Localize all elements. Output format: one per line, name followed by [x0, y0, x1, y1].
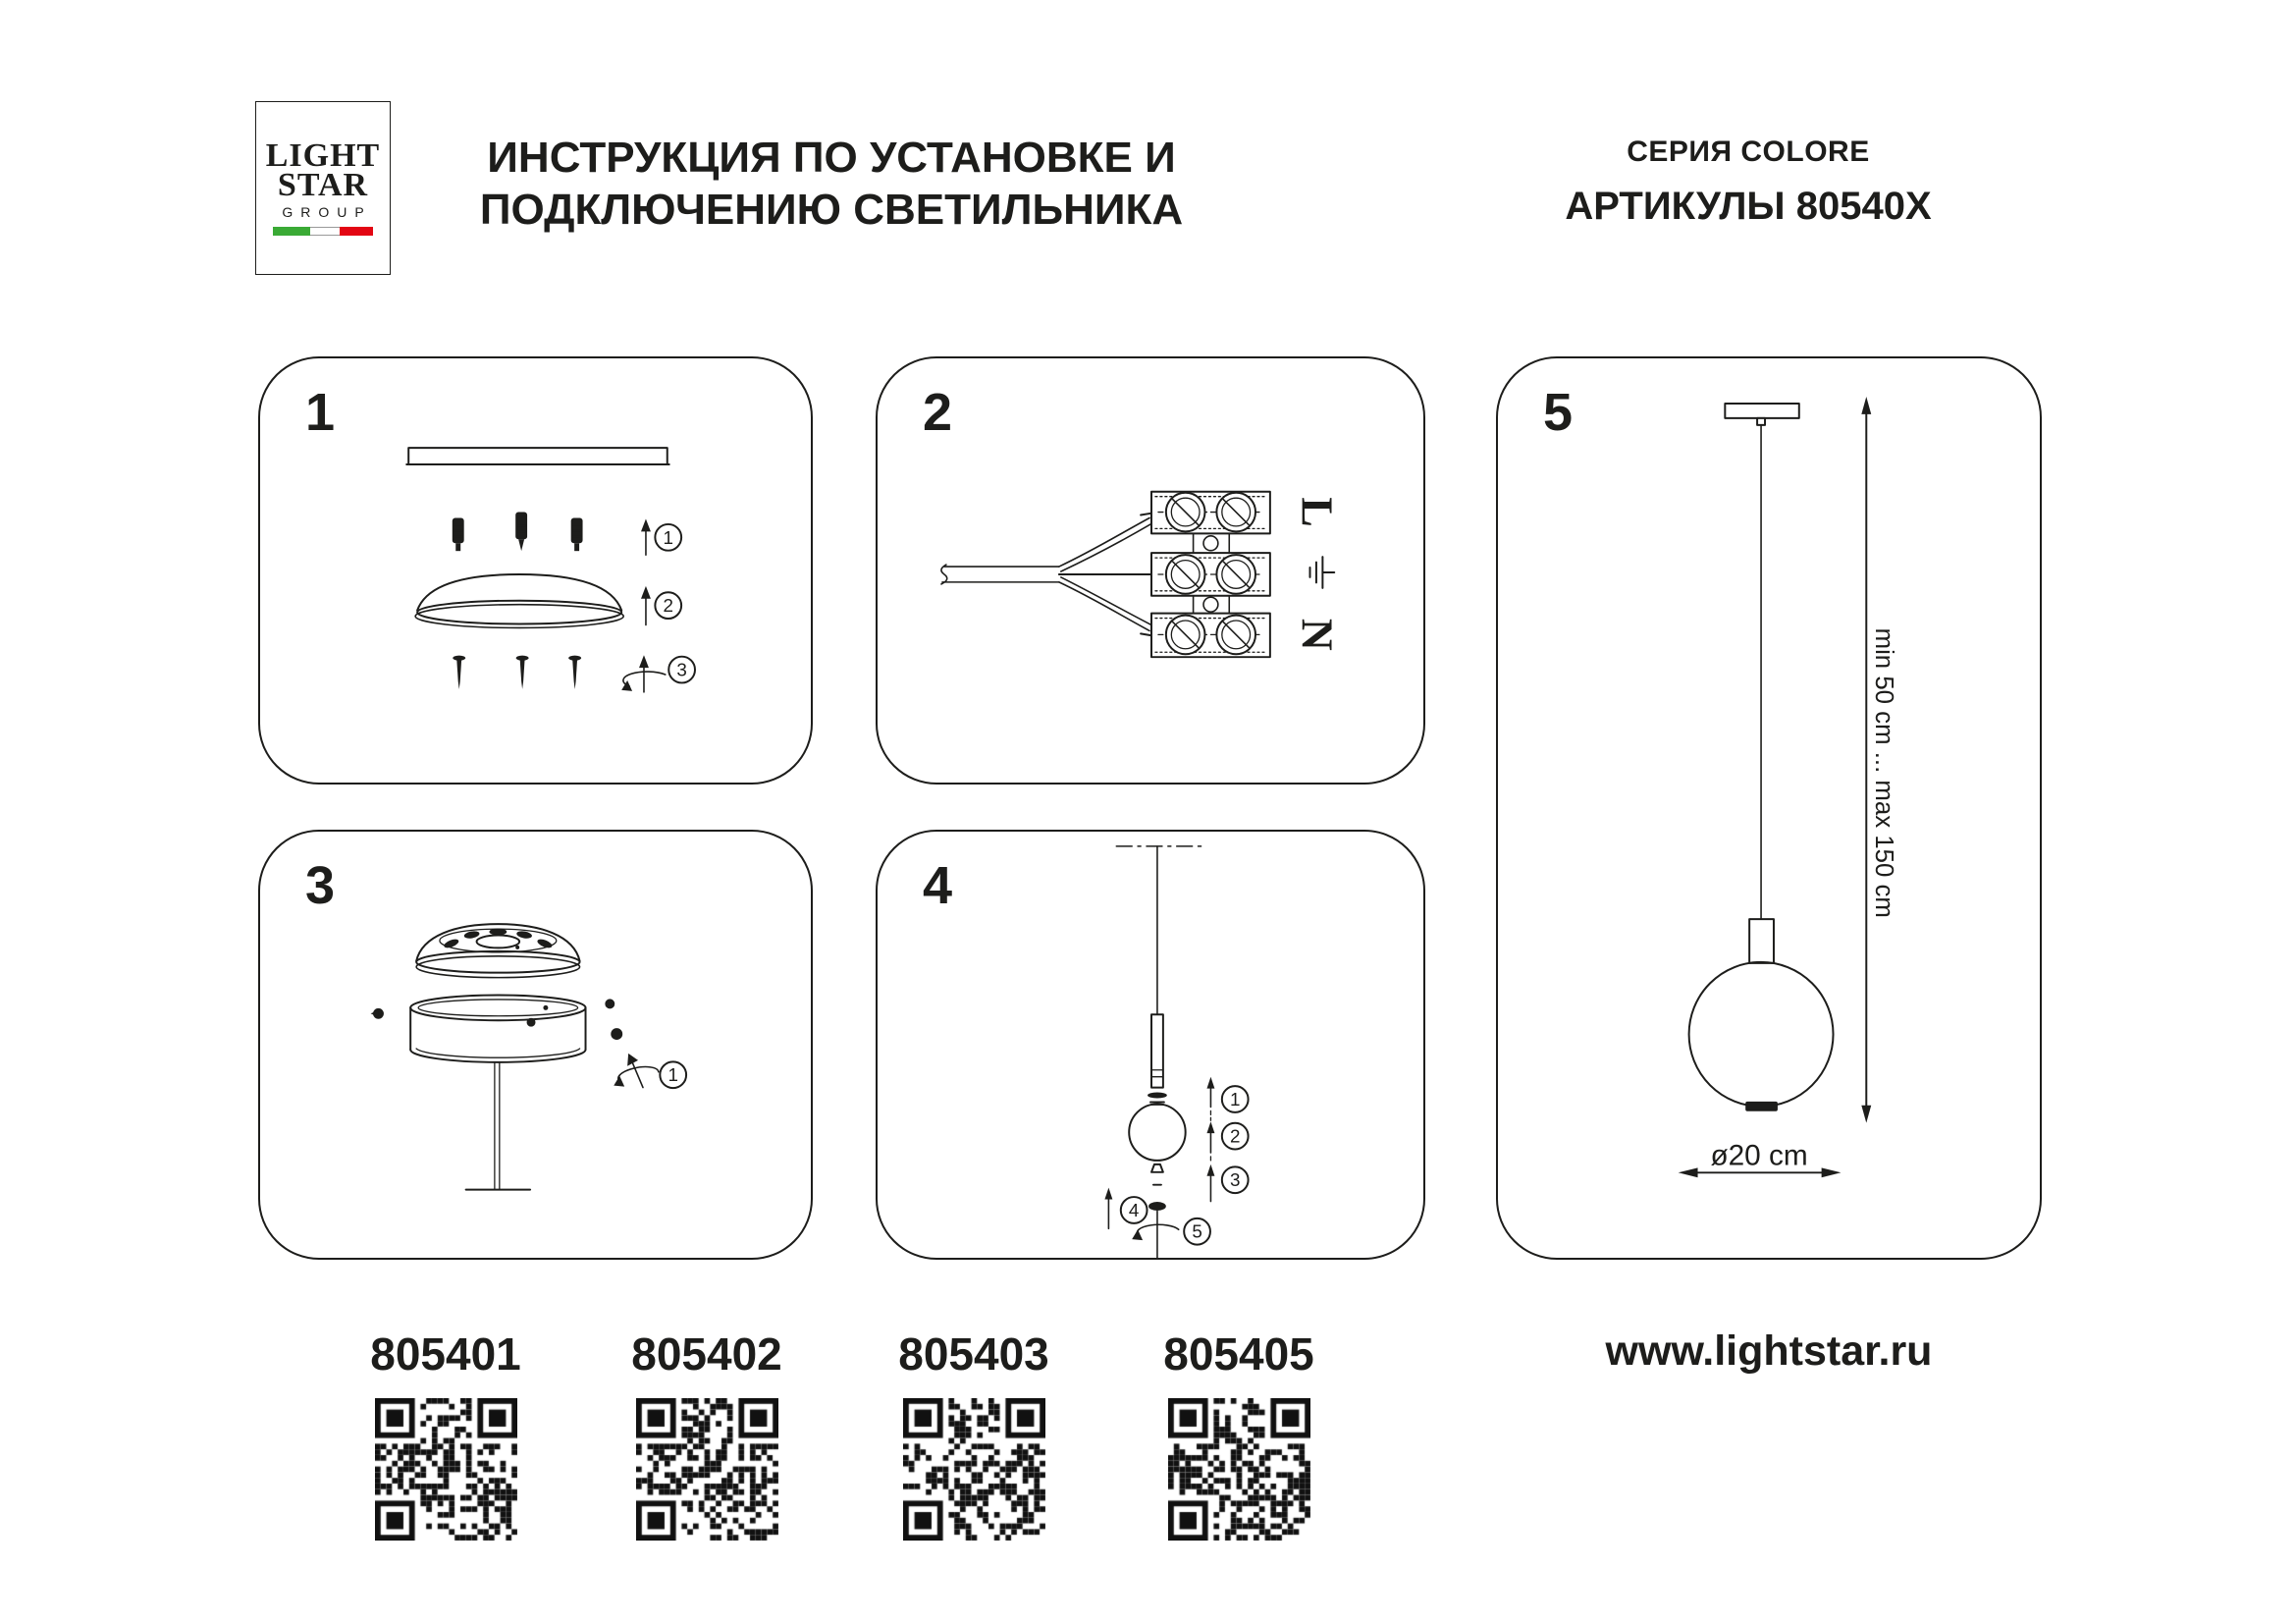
callout-5: [1184, 1218, 1210, 1245]
diameter-label: ø20 cm: [1710, 1139, 1808, 1172]
panel-number: 1: [305, 383, 336, 442]
mounting-plate: [415, 574, 623, 627]
article-number: 805401: [370, 1328, 521, 1380]
arrow-up-1: [641, 518, 651, 555]
canopy-cover: [416, 924, 579, 977]
label-neutral: N: [1292, 618, 1343, 651]
ceiling-hatching: [406, 448, 669, 464]
page-title-line1: ИНСТРУКЦИЯ ПО УСТАНОВКЕ И: [487, 134, 1176, 182]
svg-text:5: 5: [1192, 1220, 1202, 1242]
diagram-step-4: [878, 832, 1423, 1258]
threaded-tube: [1151, 1014, 1163, 1087]
series-block: [1513, 135, 1984, 229]
terminal-block-earth: [1151, 553, 1270, 596]
svg-text:1: 1: [667, 1064, 678, 1086]
terminal-bridge: [1194, 533, 1230, 553]
logo-word-light: LIGHT: [265, 136, 381, 174]
callout-1: [655, 524, 681, 551]
assembly-arrows: [1206, 1077, 1214, 1202]
panel-number: 2: [923, 383, 953, 442]
label-live: L: [1292, 497, 1343, 527]
callout-3: [1222, 1166, 1249, 1193]
wall-plugs: [453, 513, 583, 552]
lightstar-logo: [255, 101, 391, 275]
screw-rotation-arrow: [614, 1054, 659, 1088]
lamp-socket: [1749, 919, 1774, 963]
svg-text:3: 3: [676, 659, 687, 680]
panel-number: 5: [1543, 383, 1574, 442]
logo-word-group: GROUP: [282, 203, 372, 220]
bottom-fittings: [1148, 1164, 1166, 1258]
retaining-rings: [1148, 1093, 1167, 1103]
screw: [568, 656, 581, 689]
svg-text:2: 2: [1229, 1125, 1241, 1147]
qr-code: [636, 1398, 778, 1541]
arrow-up-4: [1104, 1188, 1112, 1229]
article-number: 805402: [631, 1328, 782, 1380]
mounting-base-cylinder: [410, 995, 585, 1061]
glass-globe: [1129, 1104, 1185, 1160]
terminal-bridge: [1194, 596, 1230, 614]
callout-4: [1121, 1197, 1148, 1223]
article-number: 805405: [1163, 1328, 1314, 1380]
logo-word-star: STAR: [277, 166, 369, 203]
diagram-step-1: [260, 358, 811, 783]
svg-text:1: 1: [1229, 1088, 1241, 1110]
articles-title: АРТИКУЛЫ 80540X: [1565, 185, 1932, 228]
qr-code: [375, 1398, 517, 1541]
step-panel-1: [258, 356, 813, 785]
step-panel-3: [258, 830, 813, 1260]
wire-neutral: [1059, 577, 1152, 635]
italian-flag-icon: [273, 227, 373, 236]
article-number: 805403: [898, 1328, 1049, 1380]
qr-code: [903, 1398, 1045, 1541]
website-url: www.lightstar.ru: [1605, 1327, 1933, 1375]
rotation-arrow-5: [1132, 1224, 1179, 1240]
step-panel-5: [1496, 356, 2042, 1260]
terminal-block-live: [1151, 492, 1270, 534]
flag-green-stripe: [273, 227, 310, 236]
step-panel-2: [876, 356, 1425, 785]
wall-plug: [453, 517, 464, 551]
panel-number: 4: [923, 856, 953, 915]
screws: [453, 656, 581, 689]
diagram-step-2: [878, 358, 1423, 783]
wire-live: [1059, 514, 1152, 571]
page-title: [439, 132, 1224, 236]
screw-rotation-arrow: [621, 655, 666, 692]
mains-cable: [941, 565, 1059, 584]
panel-number: 3: [305, 856, 336, 915]
diagram-step-3: [260, 832, 811, 1258]
flag-white-stripe: [310, 227, 340, 236]
callout-1: [1222, 1086, 1249, 1112]
screw: [516, 656, 529, 689]
earth-symbol-icon: [1309, 557, 1334, 588]
svg-text:4: 4: [1128, 1199, 1140, 1220]
page-title-line2: ПОДКЛЮЧЕНИЮ СВЕТИЛЬНИКА: [479, 186, 1184, 234]
arrow-up-2: [641, 586, 651, 625]
glass-globe: [1689, 962, 1834, 1111]
callout-2: [655, 592, 681, 619]
ceiling-plate: [1725, 404, 1798, 425]
step-panel-4: [876, 830, 1425, 1260]
callout-3: [668, 657, 695, 683]
series-name: СЕРИЯ COLORE: [1627, 135, 1870, 168]
terminal-block-neutral: [1151, 614, 1270, 658]
callout-1: [660, 1061, 686, 1088]
svg-text:2: 2: [663, 595, 673, 617]
height-dimension-arrow: [1861, 397, 1871, 1123]
wall-plug: [515, 513, 527, 552]
svg-text:3: 3: [1229, 1169, 1241, 1191]
flag-red-stripe: [340, 227, 373, 236]
wall-plug: [571, 517, 583, 551]
diagram-step-5: [1498, 358, 2040, 1258]
callout-2: [1222, 1123, 1249, 1150]
svg-text:1: 1: [663, 526, 673, 548]
qr-code: [1168, 1398, 1310, 1541]
screw: [453, 656, 465, 689]
height-dimension-label: min 50 cm ... max 150 cm: [1870, 627, 1898, 918]
hanging-rod: [466, 1063, 530, 1190]
